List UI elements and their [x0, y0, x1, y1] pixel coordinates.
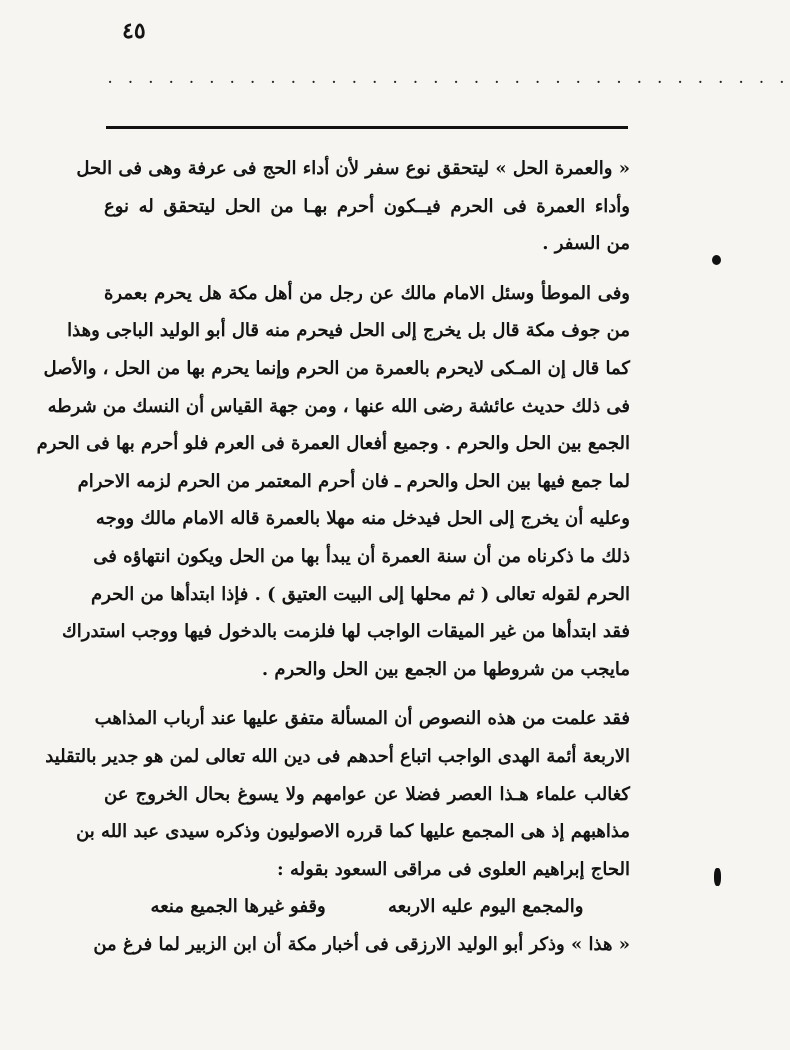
text-line: وأداء العمرة فى الحرم فيــكون أحرم بهـا من الحل ليتحقق له نوع: [104, 195, 630, 217]
verse-second-hemistich: وقفو غيرها الجميع منعه: [150, 896, 326, 918]
text-line: فقد ابتدأها من غير الميقات الواجب لها فلزمت بالدخول فيها ووجب استدراك: [61, 621, 630, 643]
paragraph-3: [45, 700, 630, 888]
header-dot-ornament: . . . . . . . . . . . . . . . . . . . . . . . . . . . . . . . . . .: [108, 72, 790, 86]
text-line: من جوف مكة قال بل يخرج إلى الحل فيحرم منه قال أبو الوليد الباجى وهذا: [67, 320, 630, 342]
text-line: الحرم لقوله تعالى ( ثم محلها إلى البيت العتيق ) . فإذا ابتدأها من الحرم: [91, 583, 630, 605]
text-line: من السفر .: [542, 233, 630, 255]
text-line: « والعمرة الحل » ليتحقق نوع سفر لأن أداء الحج فى عرفة وهى فى الحل: [76, 158, 630, 179]
text-line: وعليه أن يخرج إلى الحل فيدخل منه مهلا بالعمرة قاله الامام مالك ووجه: [95, 508, 630, 530]
text-line: الاربعة أئمة الهدى الواجب اتباع أحدهم فى دين الله تعالى لمن هو جدير بالتقليد: [45, 745, 630, 767]
text-line: كغالب علماء هـذا العصر فضلا عن عوامهم ولا يسوغ بحال الخروج عن: [104, 783, 630, 805]
paragraph-1: [76, 150, 630, 263]
margin-ink-spot: [714, 868, 721, 886]
text-line: فقد علمت من هذه النصوص أن المسألة متفق عليها عند أرباب المذاهب: [94, 708, 630, 730]
text-line: فى ذلك حديث عائشة رضى الله عنها ، ومن جهة القياس أن النسك من شرطه: [47, 395, 630, 417]
text-line: ذلك ما ذكرناه من أن سنة العمرة أن يبدأ بها من الحل ويكون انتهاؤه فى: [93, 545, 630, 567]
paragraph-2: [36, 275, 630, 689]
header-rule: [106, 126, 628, 129]
text-line: مذاهبهم إذ هى المجمع عليها كما قرره الاصوليون وذكره سيدى عبد الله بن: [76, 821, 630, 843]
page-number: ٤٥: [122, 18, 146, 44]
text-line: لما جمع فيها بين الحل والحرم ـ فان أحرم المعتمر من الحرم لزمه الاحرام: [77, 470, 630, 492]
text-line: كما قال إن المـكى لايحرم بالعمرة من الحرم وإنما يحرم بها من الحل ، والأصل: [43, 357, 630, 379]
final-text-line: « هذا » وذكر أبو الوليد الارزقى فى أخبار مكة أن ابن الزبير لما فرغ من: [93, 933, 630, 955]
text-line: مايجب من شروطها من الجمع بين الحل والحرم .: [261, 658, 630, 680]
text-line: الجمع بين الحل والحرم . وجميع أفعال العمرة فى العرم فلو أحرم بها فى الحرم: [36, 433, 630, 455]
text-line: وفى الموطأ وسئل الامام مالك عن رجل من أهل مكة هل يحرم بعمرة: [104, 282, 630, 304]
verse-first-hemistich: والمجمع اليوم عليه الاربعه: [388, 896, 584, 918]
text-line: الحاج إبراهيم العلوى فى مراقى السعود بقوله :: [277, 858, 630, 880]
margin-ink-spot: [712, 255, 721, 265]
verse: [104, 888, 630, 926]
body-text: [36, 150, 630, 963]
